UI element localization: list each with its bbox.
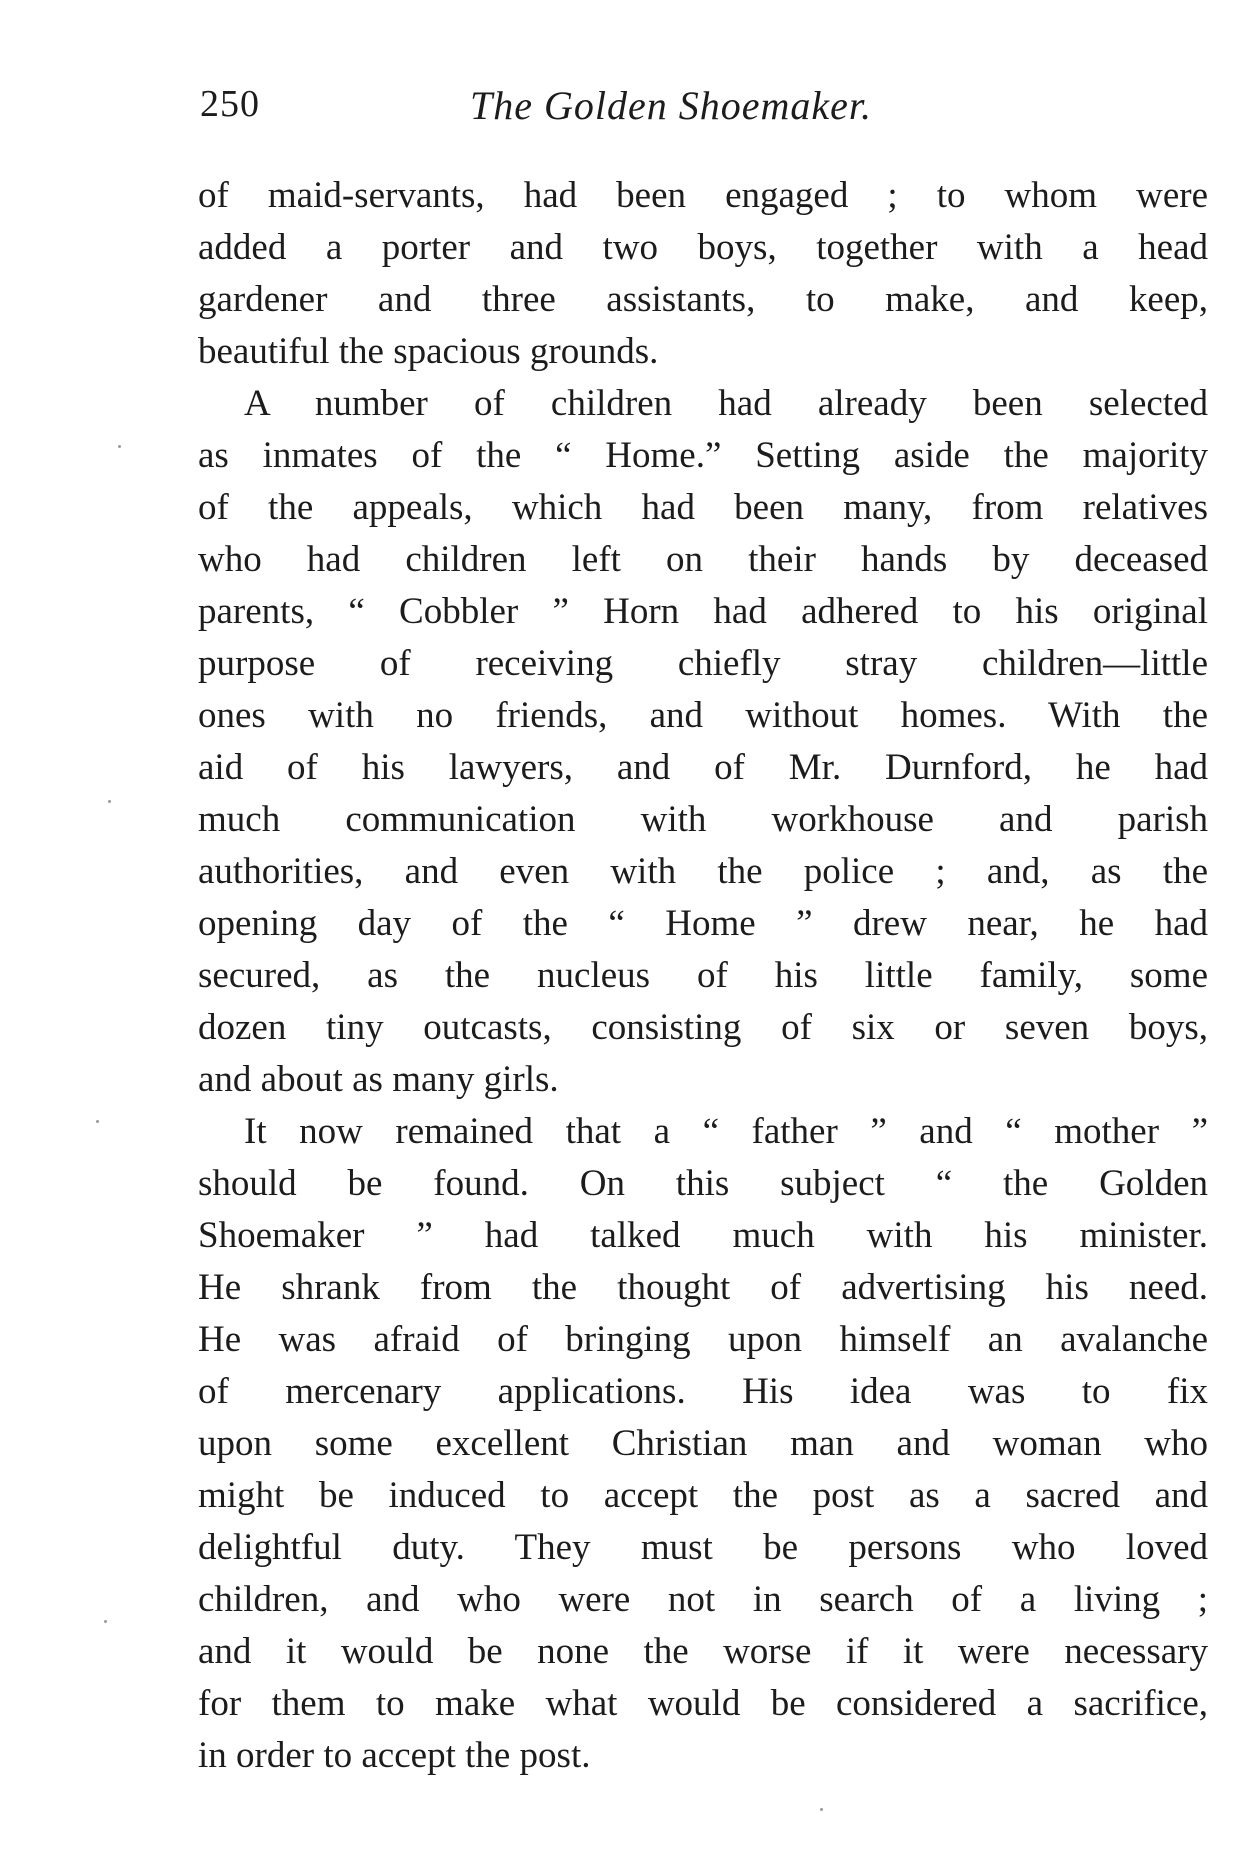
text-line: of maid-servants, had been engaged ; to whom were (198, 175, 1208, 216)
text-line: secured, as the nucleus of his little family, some (198, 955, 1208, 996)
text-line: upon some excellent Christian man and woman who (198, 1423, 1208, 1464)
text-line: opening day of the “ Home ” drew near, he had (198, 903, 1208, 944)
text-line: might be induced to accept the post as a sacred and (198, 1475, 1208, 1516)
text-line: purpose of receiving chiefly stray children—little (198, 643, 1208, 684)
page-header (200, 82, 1200, 142)
paper-speck (108, 800, 111, 803)
text-line: of the appeals, which had been many, from relatives (198, 487, 1208, 528)
text-line: beautiful the spacious grounds. (198, 331, 659, 372)
text-line: in order to accept the post. (198, 1735, 591, 1776)
text-line: He shrank from the thought of advertising his need. (198, 1267, 1208, 1308)
text-line: for them to make what would be considered a sacrifice, (198, 1683, 1208, 1724)
text-line: authorities, and even with the police ; and, as the (198, 851, 1208, 892)
text-line: and about as many girls. (198, 1059, 559, 1100)
text-line: much communication with workhouse and parish (198, 799, 1208, 840)
text-line: delightful duty. They must be persons who loved (198, 1527, 1208, 1568)
paper-speck (118, 445, 121, 448)
paper-speck (104, 1620, 107, 1623)
text-line: Shoemaker ” had talked much with his minister. (198, 1215, 1208, 1256)
text-line: gardener and three assistants, to make, and keep, (198, 279, 1208, 320)
paper-speck (96, 1120, 99, 1123)
text-line: A number of children had already been selected (244, 383, 1208, 424)
text-line: who had children left on their hands by deceased (198, 539, 1208, 580)
body-text (198, 170, 1208, 1782)
text-line: of mercenary applications. His idea was to fix (198, 1371, 1208, 1412)
text-line: as inmates of the “ Home.” Setting aside the majority (198, 435, 1208, 476)
text-line: added a porter and two boys, together with a head (198, 227, 1208, 268)
text-line: ones with no friends, and without homes. With the (198, 695, 1208, 736)
text-line: dozen tiny outcasts, consisting of six or seven boys, (198, 1007, 1208, 1048)
text-line: parents, “ Cobbler ” Horn had adhered to his original (198, 591, 1208, 632)
text-line: should be found. On this subject “ the Golden (198, 1163, 1208, 1204)
paper-speck (820, 1808, 823, 1811)
running-title: The Golden Shoemaker. (470, 83, 873, 128)
text-line: and it would be none the worse if it were necessary (198, 1631, 1208, 1672)
text-line: children, and who were not in search of a living ; (198, 1579, 1208, 1620)
page-number: 250 (200, 83, 260, 125)
text-line: It now remained that a “ father ” and “ mother ” (244, 1111, 1208, 1152)
text-line: aid of his lawyers, and of Mr. Durnford, he had (198, 747, 1208, 788)
text-line: He was afraid of bringing upon himself an avalanche (198, 1319, 1208, 1360)
